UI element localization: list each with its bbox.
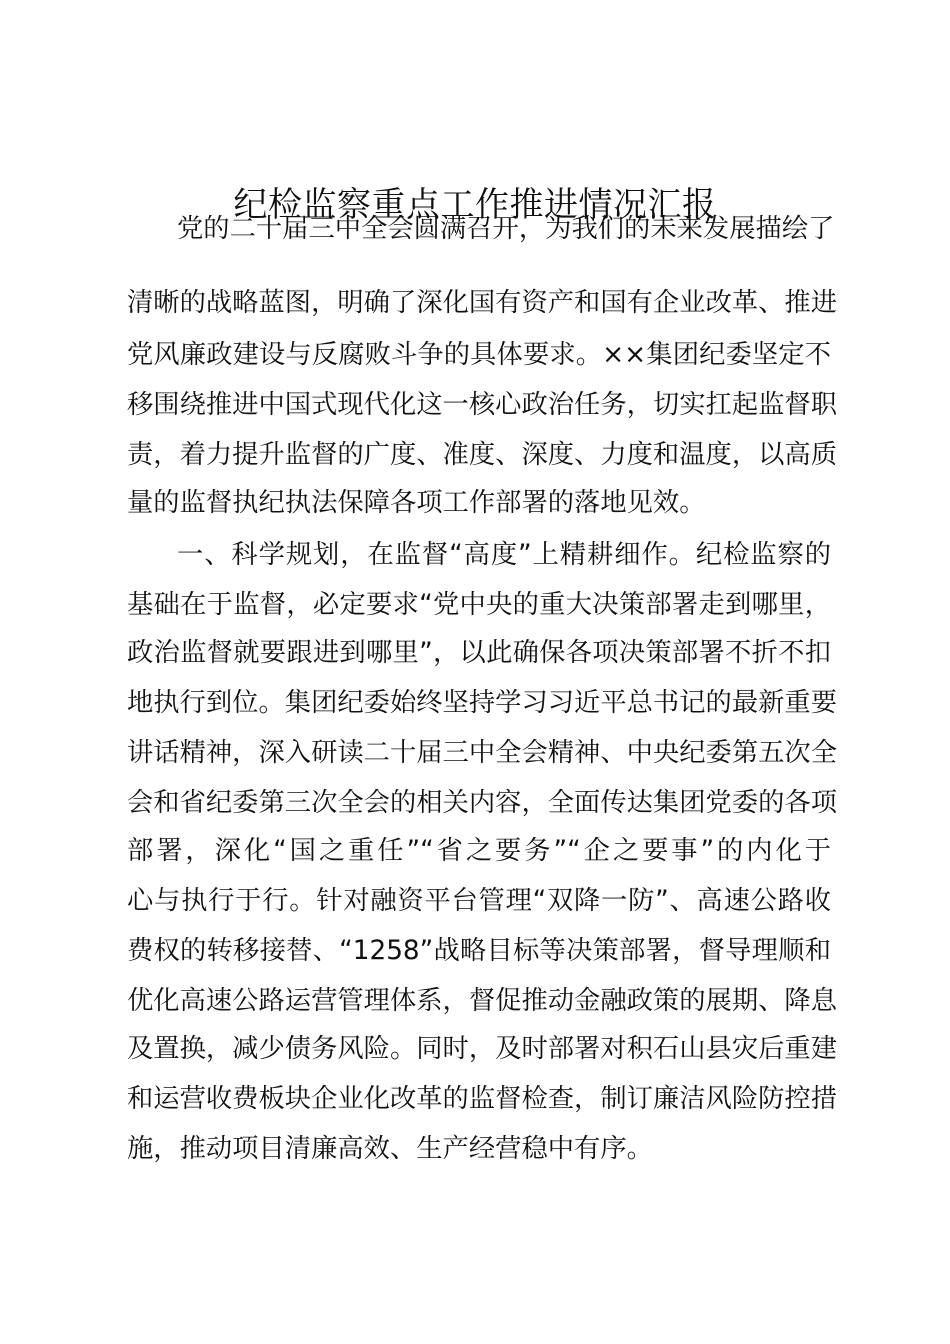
document-title: 纪检监察重点工作推进情况汇报 — [233, 185, 717, 225]
text-line: 优化高速公路运营管理体系，督促推动金融政策的展期、降息 — [127, 986, 838, 1016]
text-line: 和运营收费板块企业化改革的监督检查，制订廉洁风险防控措 — [127, 1084, 838, 1114]
text-line: 移围绕推进中国式现代化这一核心政治任务，切实扛起监督职 — [127, 390, 838, 420]
text-line: 一、科学规划，在监督“高度”上精耕细作。纪检监察的 — [177, 540, 831, 570]
text-line: 会和省纪委第三次全会的相关内容，全面传达集团党委的各项 — [127, 788, 838, 818]
text-line: 量的监督执纪执法保障各项工作部署的落地见效。 — [127, 488, 706, 518]
text-line: 讲话精神，深入研读二十届三中全会精神、中央纪委第五次全 — [127, 738, 838, 768]
text-line: 地执行到位。集团纪委始终坚持学习习近平总书记的最新重要 — [127, 688, 838, 718]
text-line: 费权的转移接替、“1258”战略目标等决策部署，督导理顺和 — [127, 936, 831, 966]
text-line: 党风廉政建设与反腐败斗争的具体要求。××集团纪委坚定不 — [127, 340, 831, 370]
text-line: 施，推动项目清廉高效、生产经营稳中有序。 — [127, 1134, 653, 1164]
text-line: 基础在于监督，必定要求“党中央的重大决策部署走到哪里， — [127, 590, 831, 620]
text-line: 及置换，减少债务风险。同时，及时部署对积石山县灾后重建 — [127, 1034, 838, 1064]
text-line: 部署，深化“国之重任”“省之要务”“企之要事”的内化于 — [127, 836, 831, 866]
text-line: 政治监督就要跟进到哪里”，以此确保各项决策部署不折不扣 — [127, 638, 831, 668]
text-line: 党的二十届三中全会圆满召开，为我们的未来发展描绘了 — [177, 214, 835, 244]
text-line: 心与执行于行。针对融资平台管理“双降一防”、高速公路收 — [127, 886, 831, 916]
text-line: 清晰的战略蓝图，明确了深化国有资产和国有企业改革、推进 — [127, 288, 838, 318]
text-line: 责，着力提升监督的广度、准度、深度、力度和温度，以高质 — [127, 440, 838, 470]
